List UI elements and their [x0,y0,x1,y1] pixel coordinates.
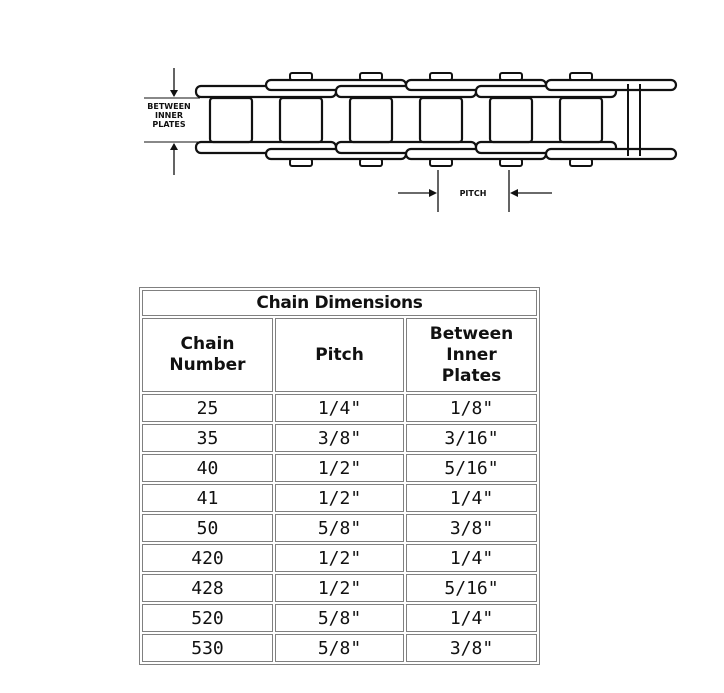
chain-dimensions-table-frame [139,287,540,665]
chain-rollers [210,98,602,142]
cell-chain-number: 25 [142,394,273,422]
cell-chain-number: 520 [142,604,273,632]
table-row [142,604,537,632]
table-row [142,574,537,602]
header-chain-number-line-1: Chain [180,334,235,354]
cell-chain-number: 40 [142,454,273,482]
roller-4 [420,98,462,142]
pin-head-bottom-4 [500,159,522,166]
cell-between-inner-plates: 1/8" [406,394,537,422]
cell-between-inner-plates: 5/16" [406,454,537,482]
roller-6 [560,98,602,142]
between-label-line-2: INNER [155,111,183,120]
outer-plate-bottom-3 [546,149,676,159]
table-row [142,514,537,542]
pitch-arrow-left-head [429,189,437,197]
cell-between-inner-plates: 1/4" [406,544,537,572]
header-between-line-3: Plates [441,365,502,386]
pin-head-bottom-1 [290,159,312,166]
cell-pitch: 3/8" [275,424,404,452]
cell-pitch: 1/2" [275,454,404,482]
pin-head-top-3 [430,73,452,80]
roller-5 [490,98,532,142]
table-row [142,454,537,482]
pin-head-top-5 [570,73,592,80]
cell-between-inner-plates: 3/8" [406,634,537,662]
between-arrow-top-head [170,90,178,97]
header-chain-number [142,318,273,392]
roller-3 [350,98,392,142]
header-between-line-1: Between [429,323,514,344]
cell-chain-number: 420 [142,544,273,572]
cell-pitch: 1/2" [275,544,404,572]
pin-head-bottom-3 [430,159,452,166]
roller-2 [280,98,322,142]
pin-head-top-2 [360,73,382,80]
table-caption: Chain Dimensions [142,290,537,316]
pitch-label: PITCH [459,189,487,198]
table-caption-row [142,290,537,316]
cell-chain-number: 41 [142,484,273,512]
table-row [142,484,537,512]
header-pitch [275,318,404,392]
cell-pitch: 1/2" [275,574,404,602]
chain-dimensions-table [140,288,539,664]
cell-pitch: 5/8" [275,604,404,632]
cell-between-inner-plates: 1/4" [406,484,537,512]
pitch-arrow-right-head [510,189,518,197]
between-label-line-3: PLATES [152,120,186,129]
chain-diagram-svg [140,60,680,220]
cell-chain-number: 50 [142,514,273,542]
table-row [142,634,537,662]
cell-pitch: 5/8" [275,634,404,662]
cell-pitch: 1/2" [275,484,404,512]
cell-between-inner-plates: 3/8" [406,514,537,542]
cell-pitch: 1/4" [275,394,404,422]
cell-pitch: 5/8" [275,514,404,542]
header-between-inner-plates [406,318,537,392]
cell-between-inner-plates: 3/16" [406,424,537,452]
roller-1 [210,98,252,142]
header-between-line-2: Inner [446,344,497,365]
chain-diagram [140,60,680,220]
table-header-row [142,318,537,392]
cell-chain-number: 530 [142,634,273,662]
cell-between-inner-plates: 1/4" [406,604,537,632]
cell-chain-number: 35 [142,424,273,452]
table-row [142,424,537,452]
header-chain-number-line-2: Number [169,355,246,375]
cell-between-inner-plates: 5/16" [406,574,537,602]
cell-chain-number: 428 [142,574,273,602]
pin-head-bottom-2 [360,159,382,166]
pin-head-top-1 [290,73,312,80]
between-label-line-1: BETWEEN [147,102,191,111]
header-pitch-line-1: Pitch [315,344,364,365]
outer-plate-top-3 [546,80,676,90]
pin-head-bottom-5 [570,159,592,166]
table-row [142,394,537,422]
pin-head-top-4 [500,73,522,80]
table-row [142,544,537,572]
